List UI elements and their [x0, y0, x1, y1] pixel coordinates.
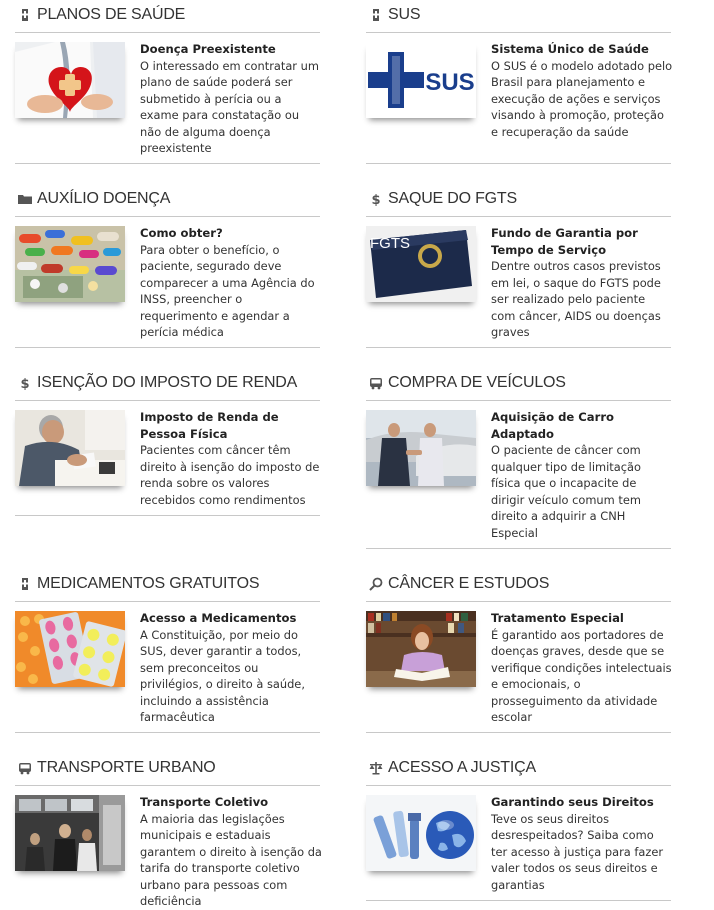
section-saque-fgts: [366, 184, 671, 339]
section-title[interactable]: COMPRA DE VEÍCULOS: [388, 374, 566, 391]
section-header: [15, 0, 320, 33]
doctor-heart-image[interactable]: [15, 42, 125, 118]
scales-icon: [369, 761, 383, 775]
car-handshake-image[interactable]: [366, 410, 476, 486]
pill-blisters-image[interactable]: [15, 611, 125, 687]
separator: [366, 900, 671, 901]
section-header: [15, 368, 320, 401]
svg-text:$: $: [20, 377, 30, 390]
section-title[interactable]: MEDICAMENTOS GRATUITOS: [37, 575, 260, 592]
dollar-icon: [369, 192, 383, 206]
section-title[interactable]: ACESSO A JUSTIÇA: [388, 759, 536, 776]
section-title[interactable]: TRANSPORTE URBANO: [37, 759, 216, 776]
sus-logo-text: SUS: [425, 69, 475, 96]
section-header: [15, 569, 320, 602]
separator: [15, 732, 320, 733]
section-auxilio-doenca: [15, 184, 320, 339]
separator: [15, 163, 320, 164]
card-title[interactable]: Imposto de Renda de Pessoa Física: [140, 410, 279, 441]
card-description: É garantido aos portadores de doenças graves, desde que se verifique condições intelectuais e emocionais, o prosseguimento da atividade escolar: [491, 627, 672, 724]
svg-text:$: $: [371, 193, 381, 206]
car-icon: [369, 376, 383, 390]
search-icon: [369, 577, 383, 591]
section-planos-de-saude: [15, 0, 320, 155]
card-description: O paciente de câncer com qualquer tipo de limitação física que o incapacite de dirigir veículo comum tem direito a adquirir a CNH Especial: [491, 443, 641, 540]
student-reading-image[interactable]: [366, 611, 476, 687]
separator: [366, 732, 671, 733]
separator: [366, 163, 671, 164]
separator: [366, 347, 671, 348]
card-description: Dentre outros casos previstos em lei, o saque do FGTS pode ser realizado pelo paciente com câncer, AIDS ou doenças graves: [491, 259, 661, 339]
section-title[interactable]: SUS: [388, 6, 421, 23]
section-title[interactable]: CÂNCER E ESTUDOS: [388, 575, 550, 592]
section-title[interactable]: PLANOS DE SAÚDE: [37, 6, 186, 23]
fgts-label: FGTS: [370, 235, 410, 252]
card-title[interactable]: Acesso a Medicamentos: [140, 611, 297, 625]
bus-icon: [18, 761, 32, 775]
card-description: O interessado em contratar um plano de saúde poderá ser submetido à perícia ou a exame para constatação ou não de alguma doença preexistente: [140, 58, 319, 155]
pills-money-image[interactable]: [15, 226, 125, 302]
section-header: [366, 368, 671, 401]
section-compra-veiculos: [366, 368, 671, 540]
card-title[interactable]: Aquisição de Carro Adaptado: [491, 410, 615, 441]
card-title[interactable]: Doença Preexistente: [140, 42, 276, 56]
section-isencao-imposto-renda: [15, 368, 320, 507]
section-medicamentos-gratuitos: [15, 569, 320, 724]
card-description: Pacientes com câncer têm direito à isenção do imposto de renda sobre os valores recebidos como rendimentos: [140, 443, 320, 507]
medical-icon: [18, 577, 32, 591]
globe-vials-image[interactable]: [366, 795, 476, 871]
card-description: O SUS é o modelo adotado pelo Brasil para planejamento e execução de ações e serviços visando à promoção, proteção e recuperação da saúde: [491, 58, 673, 139]
medical-icon: [18, 8, 32, 22]
section-acesso-justica: [366, 753, 671, 892]
medical-icon: [369, 8, 383, 22]
section-title[interactable]: AUXÍLIO DOENÇA: [37, 190, 171, 207]
separator: [366, 548, 671, 549]
card-title[interactable]: Tratamento Especial: [491, 611, 624, 625]
card-title[interactable]: Fundo de Garantia por Tempo de Serviço: [491, 226, 638, 257]
separator: [15, 515, 320, 516]
section-header: [366, 184, 671, 217]
card-description: Para obter o benefício, o paciente, segurado deve comparecer a uma Agência do INSS, preencher o requerimento e agendar a perícia médica: [140, 242, 315, 339]
card-title[interactable]: Como obter?: [140, 226, 223, 240]
section-transporte-urbano: [15, 753, 322, 908]
man-calculator-image[interactable]: [15, 410, 125, 486]
card-description: A maioria das legislações municipais e estaduais garantem o direito à isenção da tarifa do transporte coletivo urbano para pessoas com deficiência: [140, 811, 322, 908]
section-sus: [366, 0, 673, 139]
card-title[interactable]: Garantindo seus Direitos: [491, 795, 654, 809]
section-header: [366, 0, 671, 33]
sus-logo-image[interactable]: [366, 42, 476, 118]
work-card-image[interactable]: [366, 226, 476, 302]
section-cancer-estudos: [366, 569, 672, 724]
folder-icon: [18, 192, 32, 206]
card-description: A Constituição, por meio do SUS, dever garantir a todos, sem preconceitos ou privilégios, o direito à saúde, incluindo a assistência farmacêutica: [140, 627, 305, 724]
separator: [15, 347, 320, 348]
section-header: [366, 569, 671, 602]
section-header: [366, 753, 671, 786]
section-header: [15, 184, 320, 217]
section-title[interactable]: SAQUE DO FGTS: [388, 190, 517, 207]
bus-boarding-image[interactable]: [15, 795, 125, 871]
card-description: Teve os seus direitos desrespeitados? Saiba como ter acesso à justiça para fazer valer todos os seus direitos e garantias: [491, 811, 664, 892]
card-title[interactable]: Transporte Coletivo: [140, 795, 269, 809]
card-title[interactable]: Sistema Único de Saúde: [491, 42, 649, 56]
section-title[interactable]: ISENÇÃO DO IMPOSTO DE RENDA: [37, 374, 298, 391]
section-header: [15, 753, 320, 786]
dollar-icon: [18, 376, 32, 390]
